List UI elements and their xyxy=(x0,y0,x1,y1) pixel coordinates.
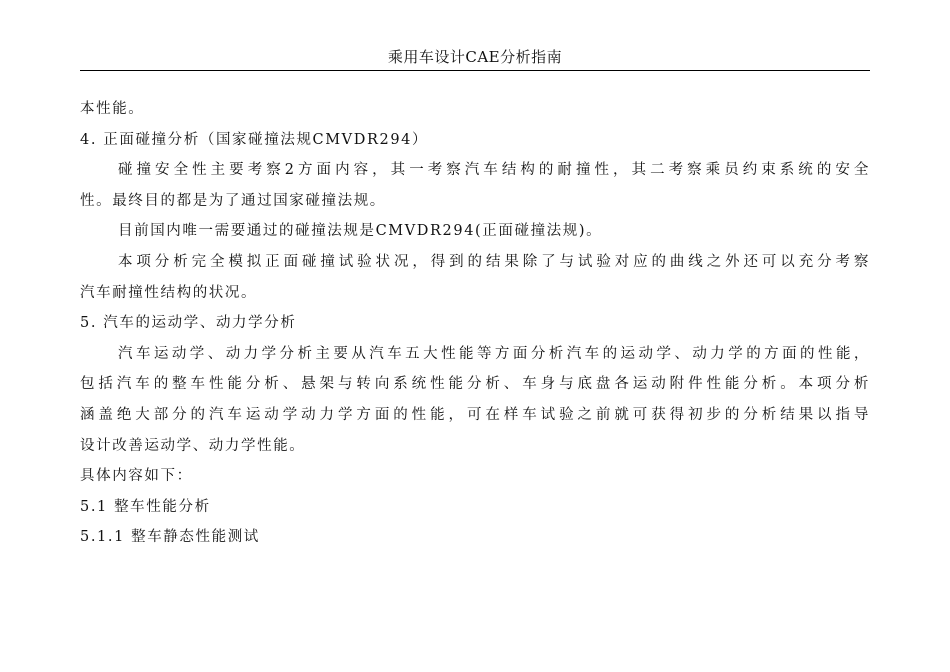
paragraph-line: 汽车运动学、动力学分析主要从汽车五大性能等方面分析汽车的运动学、动力学的方面的性能， xyxy=(118,345,870,362)
paragraph-line: 碰撞安全性主要考察2方面内容，其一考察汽车结构的耐撞性，其二考察乘员约束系统的安全 xyxy=(118,162,870,179)
section-heading-5: 5. 汽车的运动学、动力学分析 xyxy=(80,315,297,332)
paragraph-line: 目前国内唯一需要通过的碰撞法规是CMVDR294(正面碰撞法规)。 xyxy=(118,223,603,240)
paragraph-line: 具体内容如下： xyxy=(80,468,193,485)
paragraph-line: 包括汽车的整车性能分析、悬架与转向系统性能分析、车身与底盘各运动附件性能分析。本项分析 xyxy=(80,376,870,393)
paragraph-line: 涵盖绝大部分的汽车运动学动力学方面的性能，可在样车试验之前就可获得初步的分析结果以指导 xyxy=(80,406,870,423)
page-header-title: 乘用车设计CAE分析指南 xyxy=(387,48,563,66)
paragraph-line: 本性能。 xyxy=(80,101,145,117)
section-heading-4: 4. 正面碰撞分析（国家碰撞法规CMVDR294） xyxy=(80,131,429,148)
paragraph-line: 本项分析完全模拟正面碰撞试验状况，得到的结果除了与试验对应的曲线之外还可以充分考察 xyxy=(118,253,870,270)
paragraph-line: 性。最终目的都是为了通过国家碰撞法规。 xyxy=(80,192,386,209)
paragraph-line: 设计改善运动学、动力学性能。 xyxy=(80,437,306,454)
paragraph-line: 汽车耐撞性结构的状况。 xyxy=(80,284,258,301)
document-body xyxy=(80,94,870,553)
header-divider xyxy=(80,70,870,71)
section-heading-5-1-1: 5.1.1 整车静态性能测试 xyxy=(80,529,260,546)
section-heading-5-1: 5.1 整车性能分析 xyxy=(80,498,211,515)
